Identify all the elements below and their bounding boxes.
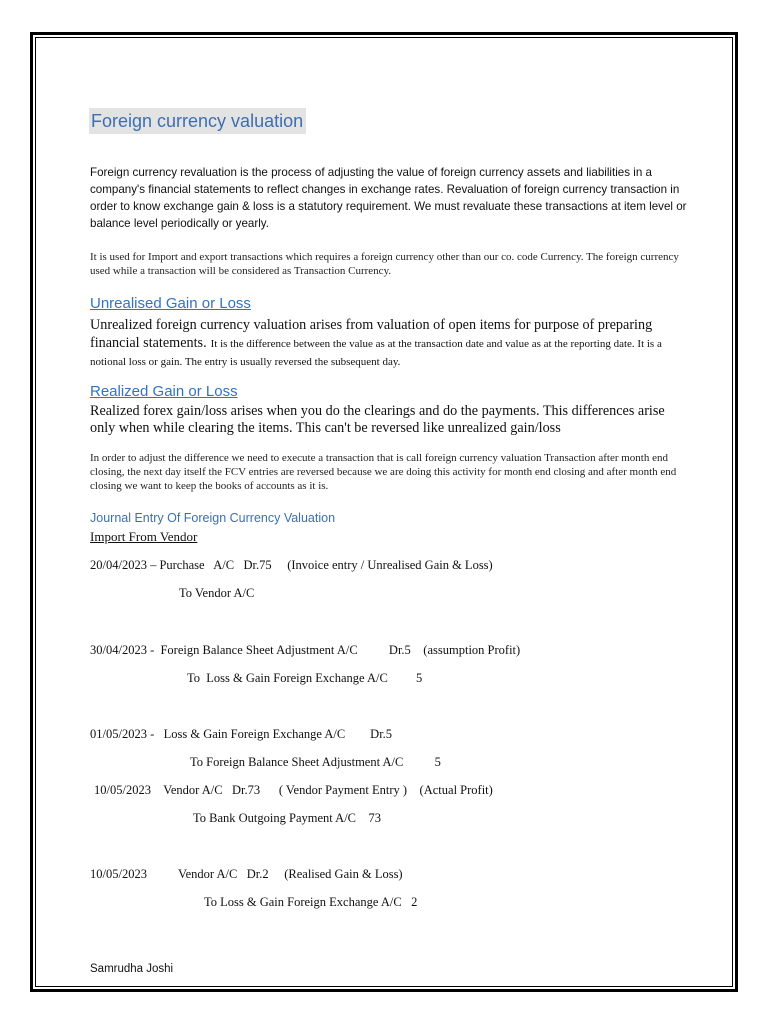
journal-heading: Journal Entry Of Foreign Currency Valuation (90, 511, 336, 525)
entry-3-line-2: To Foreign Balance Sheet Adjustment A/C 5 (190, 755, 441, 769)
entry-1-line-1: 20/04/2023 – Purchase A/C Dr.75 (Invoice entry / Unrealised Gain & Loss) (90, 558, 493, 572)
realized-heading: Realized Gain or Loss (90, 383, 238, 400)
unrealised-paragraph (90, 316, 690, 370)
entry-5-line-1: 10/05/2023 Vendor A/C Dr.2 (Realised Gain & Loss) (90, 867, 403, 881)
entry-2-line-2: To Loss & Gain Foreign Exchange A/C 5 (187, 671, 423, 685)
intro-paragraph: Foreign currency revaluation is the process of adjusting the value of foreign currency assets and liabilities in a company's financial statements to reflect changes in exchange rates. Revaluation of foreign currency transaction in order to know exchange gain & loss is a statutory requirement. We must revaluate these transactions at item level or balance level periodically or yearly. (90, 166, 687, 230)
realized-paragraph: Realized forex gain/loss arises when you do the clearings and do the payments. This differences arise only when while clearing the items. This can't be reversed like unrealized gain/loss (90, 403, 665, 436)
entry-4-line-1: 10/05/2023 Vendor A/C Dr.73 ( Vendor Payment Entry ) (Actual Profit) (94, 783, 493, 797)
usage-paragraph: It is used for Import and export transactions which requires a foreign currency other than our co. code Currency. The foreign currency used while a transaction will be considered as Transaction Currency. (90, 251, 679, 277)
entry-1-line-2: To Vendor A/C (179, 586, 255, 600)
entry-5-line-2: To Loss & Gain Foreign Exchange A/C 2 (204, 895, 418, 909)
unrealised-text-large: Unrealized foreign currency valuation arises from valuation of open items for purpose of preparing financial statements. (90, 317, 653, 351)
entry-4-line-2: To Bank Outgoing Payment A/C 73 (193, 811, 382, 825)
author-signature: Samrudha Joshi (90, 963, 174, 975)
adjust-note-paragraph: In order to adjust the difference we need to execute a transaction that is call foreign currency valuation Transaction after month end closing, the next day itself the FCV entries are reversed because we are doing this activity for month end closing and after month end closing we want to keep the books of accounts as it is. (90, 452, 677, 492)
entry-2-line-1: 30/04/2023 - Foreign Balance Sheet Adjustment A/C Dr.5 (assumption Profit) (90, 643, 521, 657)
import-from-vendor-heading: Import From Vendor (90, 529, 198, 544)
unrealised-heading: Unrealised Gain or Loss (90, 295, 251, 312)
unrealised-text-small: It is the difference between the value as at the transaction date and value as at the reporting date. It is a notional loss or gain. The entry is usually reversed the subsequent day. (90, 338, 662, 368)
entry-3-line-1: 01/05/2023 - Loss & Gain Foreign Exchange A/C Dr.5 (90, 727, 393, 741)
document-title: Foreign currency valuation (89, 108, 306, 134)
